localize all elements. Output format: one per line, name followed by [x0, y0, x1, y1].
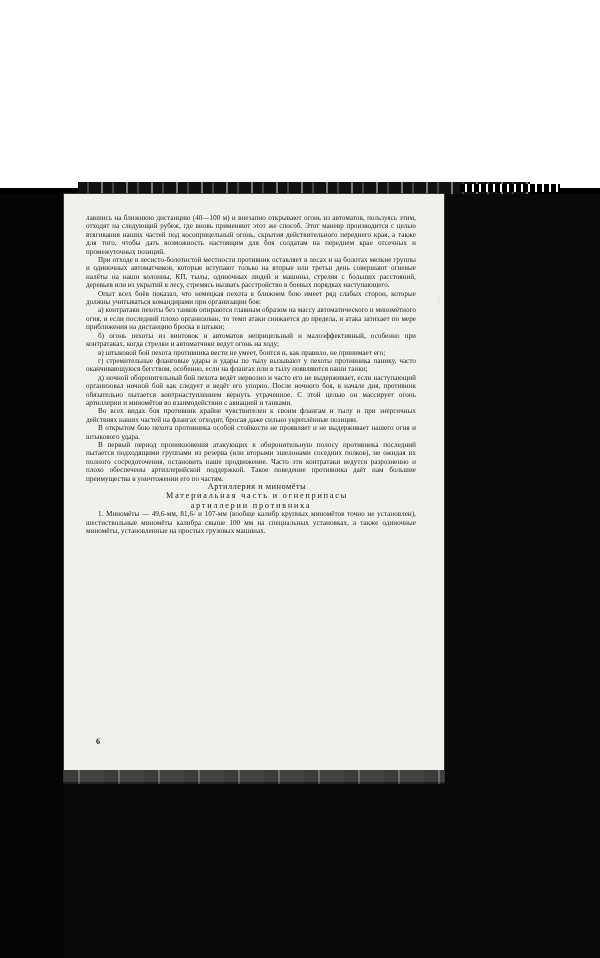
subsection-title: [86, 491, 416, 510]
margin-mark: 1: [436, 293, 442, 305]
paragraph-9: Во всех видах боя противник крайне чувствителен к своим флангам и тылу и при энергичных действиях наших частей на флангах отходит, бросая даже сильно укреплённые позиции.: [86, 407, 416, 424]
paragraph-5: б) огонь пехоты из винтовок и автоматов неприцельный и малоэффективный, особенно при контратаках, когда стрелки и автоматчики ведут огонь на ходу;: [86, 331, 416, 349]
paragraph-4: а) контратаки пехоты без танков опираются главным образом на массу автоматического и миномётного огня, и если последний плохо организован, то темп атаки снижается до предела, и атака затихает по мере приближения на дистанцию броска в штыки;: [86, 306, 416, 332]
top-edge-strip-right: [460, 184, 560, 192]
top-white-margin: [0, 0, 600, 188]
subsection-title-line2: артиллерии противника: [190, 500, 312, 510]
bottom-scanner-background: [64, 782, 444, 958]
paragraph-10: В открытом бою пехота противника особой стойкости не проявляет и не выдерживает нашего огня и штыкового удара.: [86, 424, 416, 441]
subsection-title-line1: Материальная часть и огнеприпасы: [166, 491, 348, 501]
right-scanner-background: [444, 194, 600, 958]
left-scanner-background: [0, 194, 64, 958]
paragraph-1: лавшись на ближнюю дистанцию (40—100 м) и внезапно открывают огонь из автоматов, пользуясь этим, отходят на следующий рубеж, где вновь применяют этот же способ. Этот маневр производится с целью втягивания наших частей под косоприцельный огонь, скрытия действительного переднего края, а также для того, чтобы дать возможность настоящим для боя солдатам на переднем крае отсечных и промежуточных позиций.: [86, 214, 416, 256]
page-number: 6: [96, 737, 100, 746]
paragraph-3: Опыт всех боёв показал, что немецкая пехота в ближнем бою имеет ряд слабых сторон, которые должны учитываться командирами при организации боя:: [86, 289, 416, 307]
page-text: [86, 214, 416, 535]
bottom-edge-strip: [64, 770, 444, 784]
paragraph-8: д) ночной оборонительный бой пехота ведёт нервозно и часто его не выдерживает, если наступающий организовал ночной бой как следует и ведёт его упорно. После ночного боя, в начале дня, противник обязательно пытается контрнаступлением вернуть утраченное. С этой целью он массирует огонь артиллерии и миномётов во взаимодействии с авиацией и танками.: [86, 373, 416, 407]
paragraph-2: При отходе в лесисто-болотистой местности противник оставляет в лесах и на болотах мелкие группы и одиночных автоматчиков, которые вступают только на вторые или третьи день совершают огневые налёты на наши колонны, КП, тылы, одиночных людей и машины, стреляя с больших расстояний, деревьев или из укрытий в лесу, стремясь вызвать расстройство в боевых порядках наступающего.: [86, 256, 416, 290]
paragraph-11: В первый период проникновения атакующих в оборонительную полосу противника последний пытается подходящими группами из резерва (или вторыми эшелонами соседних полков), не ожидая их полного сосредоточения, остановить наше продвижение. Часто эти контратаки ведутся разрозненно и плохо обеспечены артиллерийской поддержкой. Такое поведение противника даёт нам большие преимущества в уничтожении его по частям.: [86, 440, 416, 483]
paragraph-7: г) стремительные фланговые удары и удары по тылу вызывают у пехоты противника панику, часто оканчивающуюся бегством, особенно, если на флангах или в тылу появляются наши танки;: [86, 356, 416, 374]
item-1-mortars: 1. Миномёты — 49,6-мм, 81,6- и 107-мм (вообще калибр крупных миномётов точно не установлен), шестиствольные миномёты калибра свыше 100 мм на специальных установках, а также одиночные миномёты, установленные на простых грузовых машинах.: [86, 510, 416, 536]
paragraph-6: в) штыковой бой пехота противника вести не умеет, боится и, как правило, не принимает его;: [98, 348, 386, 357]
section-title: Артиллерия и миномёты: [207, 482, 307, 491]
